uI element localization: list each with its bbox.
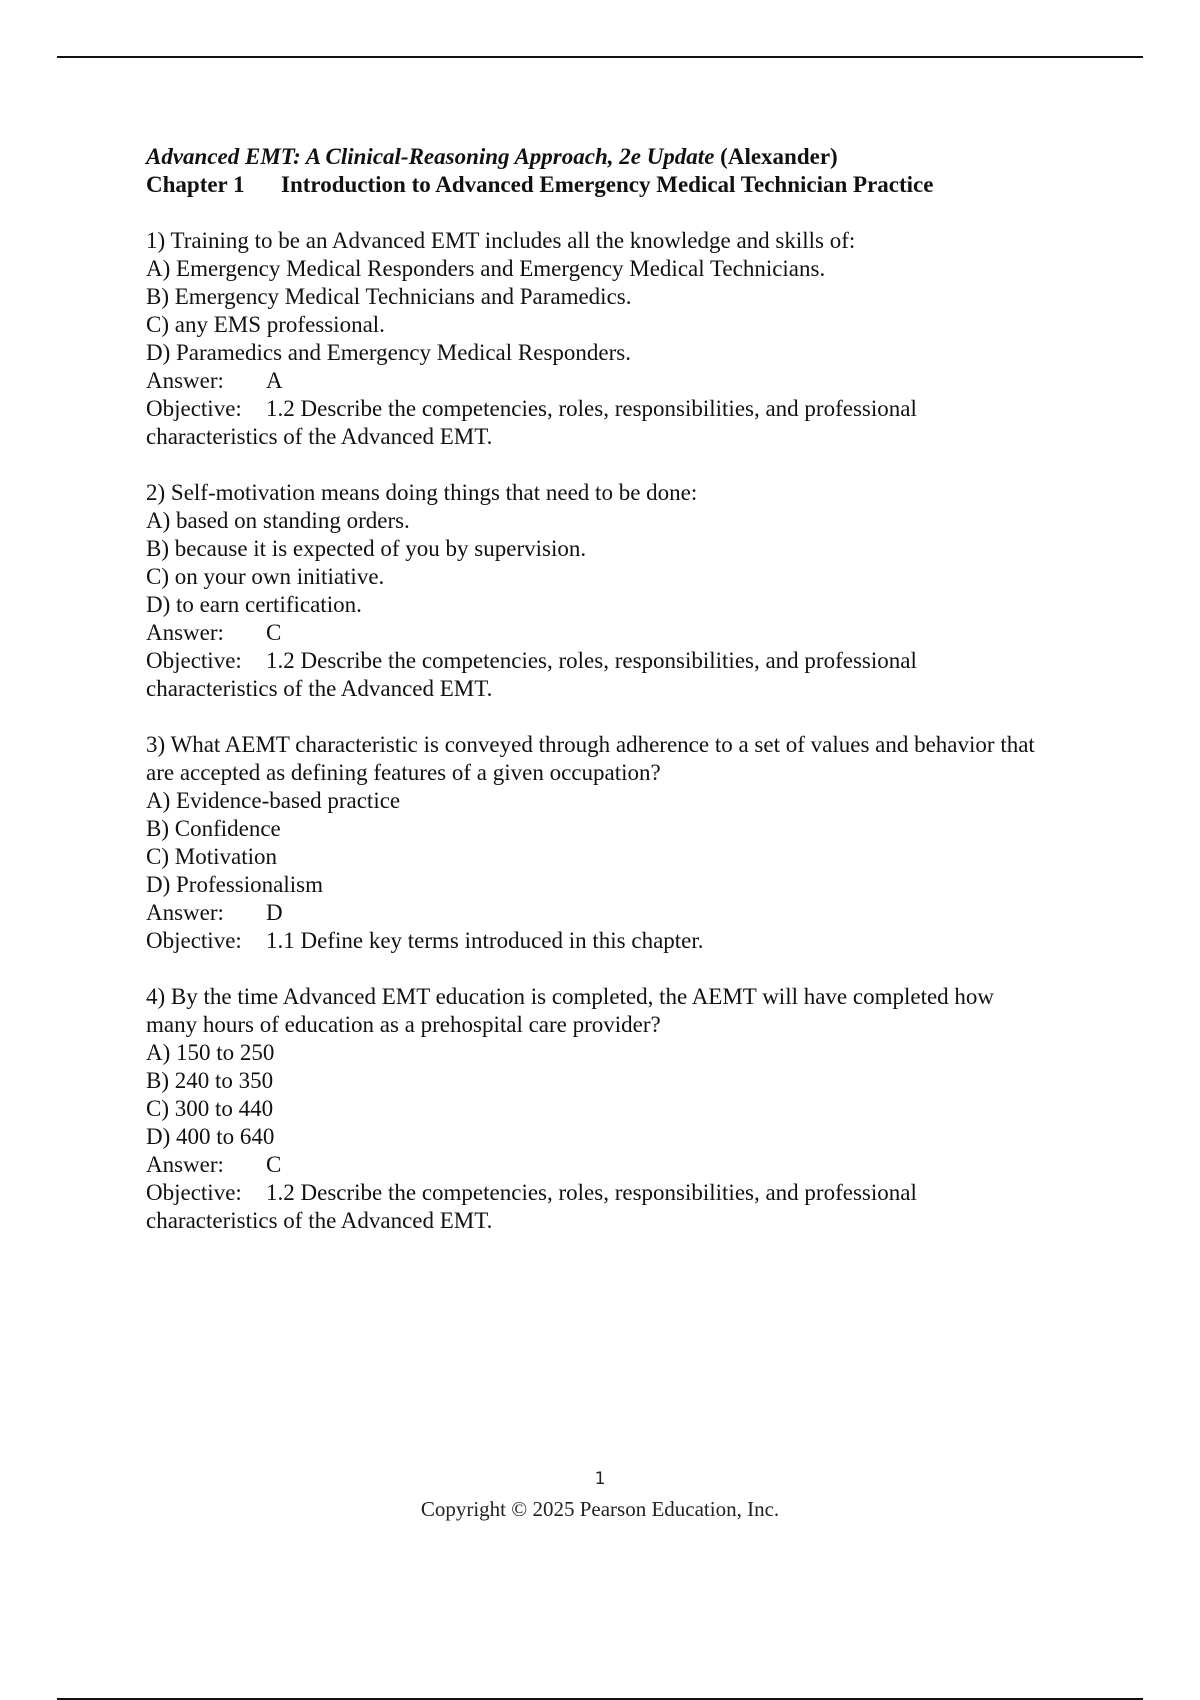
option-d: D) 400 to 640 — [146, 1124, 275, 1149]
objective-text: 1.2 Describe the competencies, roles, responsibilities, and professional — [266, 648, 917, 673]
document-body — [146, 143, 1106, 1235]
objective-label: Objective: — [146, 648, 242, 673]
option-b: B) Emergency Medical Technicians and Paramedics. — [146, 284, 632, 309]
answer-value: D — [266, 900, 283, 925]
objective-text: 1.1 Define key terms introduced in this chapter. — [266, 928, 704, 953]
option-b: B) Confidence — [146, 816, 281, 841]
chapter-label: Chapter 1 — [146, 172, 245, 197]
page-number: 1 — [594, 1469, 606, 1489]
answer-line — [146, 1151, 1106, 1179]
answer-value: C — [266, 620, 282, 645]
option-d: D) to earn certification. — [146, 592, 362, 617]
answer-line — [146, 619, 1106, 647]
question-2 — [146, 479, 1106, 703]
objective-line — [146, 647, 1106, 675]
option-c: C) any EMS professional. — [146, 312, 385, 337]
answer-value: A — [266, 368, 283, 393]
objective-text: 1.2 Describe the competencies, roles, responsibilities, and professional — [266, 396, 917, 421]
option-b: B) because it is expected of you by supervision. — [146, 536, 587, 561]
answer-label: Answer: — [146, 368, 224, 393]
objective-label: Objective: — [146, 1180, 242, 1205]
objective-text: 1.2 Describe the competencies, roles, responsibilities, and professional — [266, 1180, 917, 1205]
answer-line — [146, 367, 1106, 395]
question-stem: 4) By the time Advanced EMT education is completed, the AEMT will have completed how — [146, 984, 995, 1009]
answer-value: C — [266, 1152, 282, 1177]
option-a: A) Emergency Medical Responders and Emergency Medical Technicians. — [146, 256, 826, 281]
option-a: A) 150 to 250 — [146, 1040, 275, 1065]
book-author: (Alexander) — [720, 144, 838, 169]
answer-label: Answer: — [146, 620, 224, 645]
objective-continuation: characteristics of the Advanced EMT. — [146, 424, 493, 449]
objective-line — [146, 395, 1106, 423]
answer-line — [146, 899, 1106, 927]
question-4 — [146, 983, 1106, 1235]
question-stem-continuation: are accepted as defining features of a given occupation? — [146, 760, 661, 785]
objective-line — [146, 1179, 1106, 1207]
option-d: D) Paramedics and Emergency Medical Responders. — [146, 340, 631, 365]
chapter-heading — [146, 171, 1106, 199]
question-stem-continuation: many hours of education as a prehospital care provider? — [146, 1012, 661, 1037]
answer-label: Answer: — [146, 900, 224, 925]
option-c: C) 300 to 440 — [146, 1096, 274, 1121]
objective-label: Objective: — [146, 928, 242, 953]
objective-line — [146, 927, 1106, 955]
question-1 — [146, 227, 1106, 451]
option-c: C) on your own initiative. — [146, 564, 385, 589]
option-c: C) Motivation — [146, 844, 277, 869]
copyright-notice: Copyright © 2025 Pearson Education, Inc. — [420, 1497, 780, 1521]
option-b: B) 240 to 350 — [146, 1068, 274, 1093]
objective-continuation: characteristics of the Advanced EMT. — [146, 1208, 493, 1233]
top-rule — [57, 56, 1143, 58]
objective-continuation: characteristics of the Advanced EMT. — [146, 676, 493, 701]
option-d: D) Professionalism — [146, 872, 323, 897]
option-a: A) Evidence-based practice — [146, 788, 401, 813]
question-stem: 3) What AEMT characteristic is conveyed through adherence to a set of values and behavior that — [146, 732, 1035, 757]
question-3 — [146, 731, 1106, 955]
chapter-title: Introduction to Advanced Emergency Medical Technician Practice — [281, 172, 934, 197]
book-title — [146, 143, 1106, 171]
option-a: A) based on standing orders. — [146, 508, 410, 533]
question-stem: 2) Self-motivation means doing things that need to be done: — [146, 480, 698, 505]
objective-label: Objective: — [146, 396, 242, 421]
book-title-italic: Advanced EMT: A Clinical-Reasoning Approach, 2e Update — [146, 144, 715, 169]
question-stem: 1) Training to be an Advanced EMT includes all the knowledge and skills of: — [146, 228, 856, 253]
answer-label: Answer: — [146, 1152, 224, 1177]
